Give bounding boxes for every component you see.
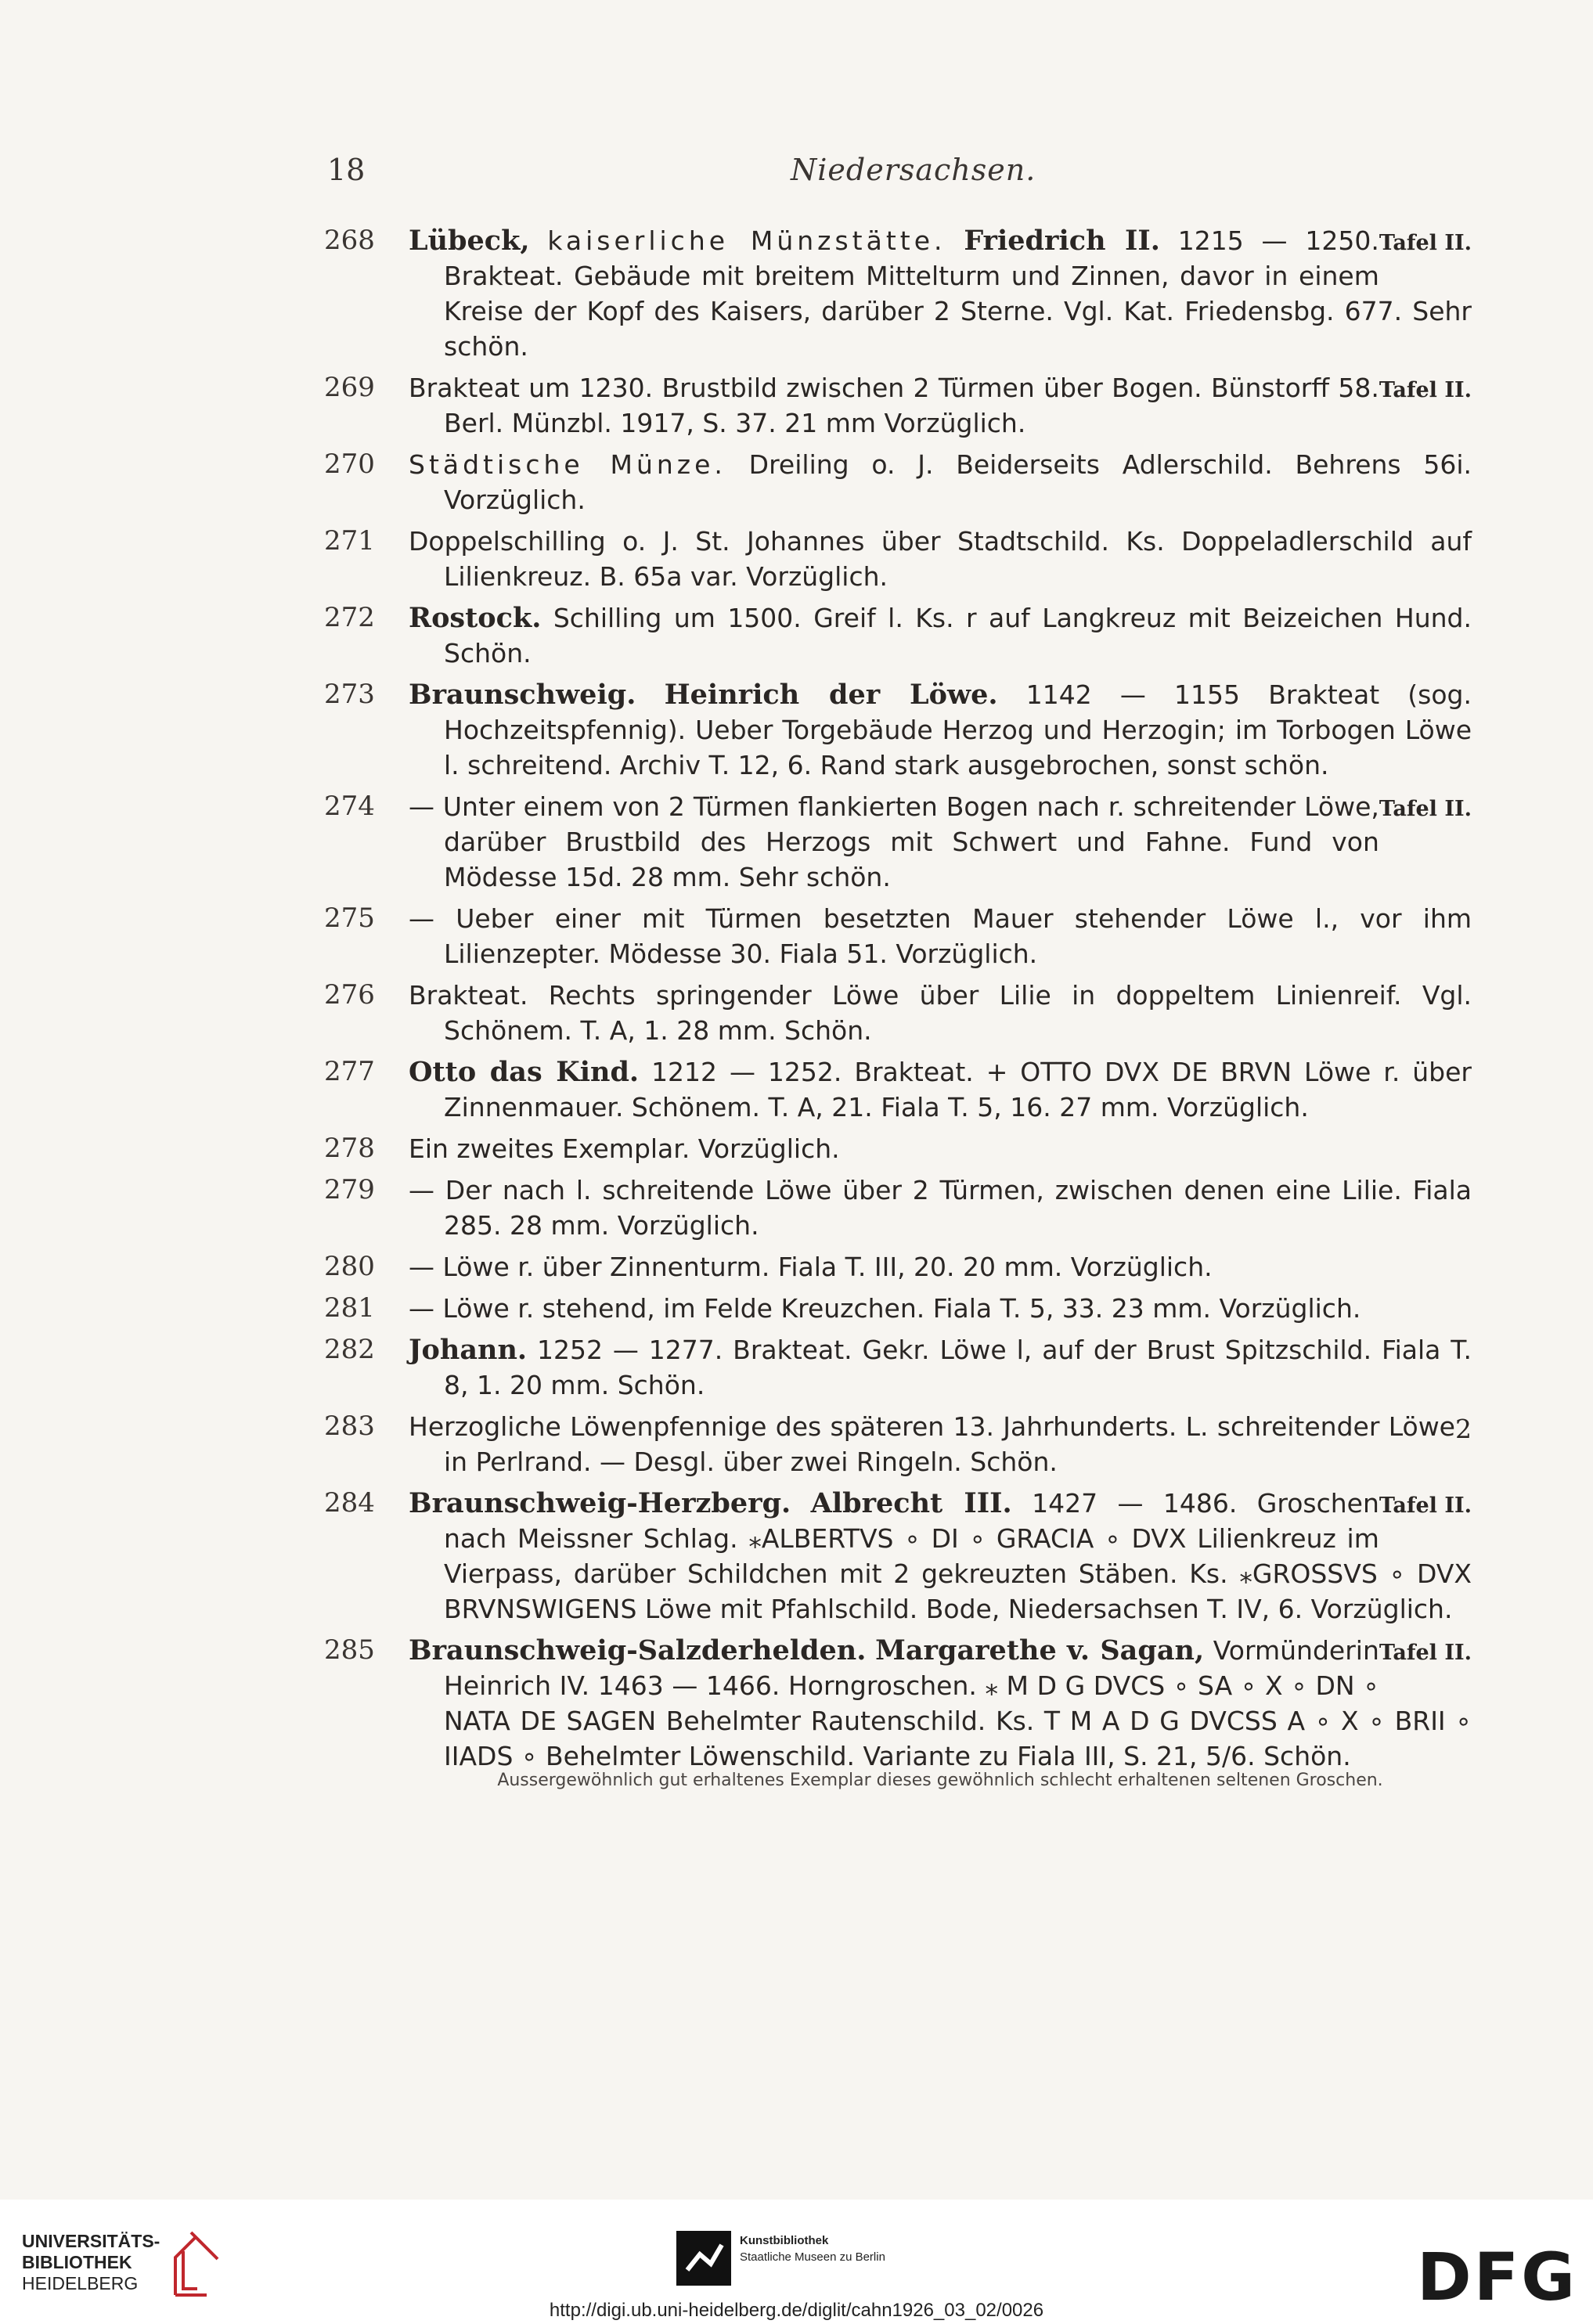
entry-text	[409, 1332, 1472, 1403]
entry-description: Dreiling o. J. Beiderseits Adlerschild. Behrens 56i. Vorzüglich.	[444, 449, 1472, 515]
entry-text	[409, 600, 1472, 671]
entry-heading: Rostock.	[409, 602, 542, 634]
plate-reference: Tafel II.	[1379, 378, 1472, 402]
entry-description: Vormünderin Heinrich IV. 1463 — 1466. Horngroschen. ⁎ M D G DVCS ∘ SA ∘ X ∘ DN ∘ NATA DE SAGEN Behelmter Rautenschild. Ks. T M A D G DVCSS A ∘ X ∘ BRII ∘ IIADS ∘ Behelmter Löwenschild. Variante zu Fiala III, S. 21, 5/6. Schön.	[444, 1635, 1472, 1771]
catalog-entry	[0, 447, 1593, 517]
footer	[0, 2200, 1593, 2324]
entry-heading: Braunschweig-Salzderhelden.	[409, 1634, 867, 1666]
entry-text	[409, 447, 1472, 517]
entry-text	[409, 223, 1472, 364]
catalog-entry	[0, 789, 1593, 895]
entry-spaced-heading: Städtische Münze.	[409, 449, 726, 480]
university-library-name	[22, 2231, 160, 2294]
catalog-entry	[0, 1249, 1593, 1285]
entry-heading: Margarethe v. Sagan,	[875, 1634, 1205, 1666]
entry-description: 1252 — 1277. Brakteat. Gekr. Löwe l, auf der Brust Spitzschild. Fiala T. 8, 1. 20 mm. Schön.	[444, 1335, 1472, 1400]
entry-number: 283	[324, 1411, 375, 1442]
source-url[interactable]: http://digi.ub.uni-heidelberg.de/diglit/cahn1926_03_02/0026	[549, 2300, 1044, 2321]
catalog-entry	[0, 223, 1593, 364]
entry-text	[409, 1249, 1472, 1285]
entry-description: Brakteat um 1230. Brustbild zwischen 2 Türmen über Bogen. Bünstorff 58. Berl. Münzbl. 1917, S. 37. 21 mm Vorzüglich.	[409, 373, 1379, 438]
entry-text	[409, 978, 1472, 1048]
entry-text	[409, 524, 1472, 594]
entry-heading: Braunschweig.	[409, 679, 636, 711]
entry-number: 270	[324, 449, 375, 480]
entry-heading: Braunschweig-Herzberg.	[409, 1487, 791, 1519]
entry-description: Brakteat. Rechts springender Löwe über Lilie in doppeltem Linienreif. Vgl. Schönem. T. A, 1. 28 mm. Schön.	[409, 980, 1472, 1046]
entry-number: 285	[324, 1634, 375, 1666]
kunstbibliothek-line-2: Staatliche Museen zu Berlin	[740, 2250, 885, 2264]
entry-text	[409, 901, 1472, 971]
entry-description: Schilling um 1500. Greif l. Ks. r auf Langkreuz mit Beizeichen Hund. Schön.	[444, 603, 1472, 668]
catalog-entry	[0, 1173, 1593, 1243]
catalog-entry	[0, 1633, 1593, 1790]
entry-description: 1212 — 1252. Brakteat. + OTTO DVX DE BRVN Löwe r. über Zinnenmauer. Schönem. T. A, 21. Fiala T. 5, 16. 27 mm. Vorzüglich.	[444, 1057, 1472, 1122]
entry-description: — Löwe r. stehend, im Felde Kreuzchen. Fiala T. 5, 33. 23 mm. Vorzüglich.	[409, 1293, 1361, 1324]
university-line-1: UNIVERSITÄTS-	[22, 2231, 160, 2251]
kunstbibliothek-label	[740, 2232, 885, 2265]
entry-number: 281	[324, 1292, 375, 1324]
catalog-entry	[0, 677, 1593, 783]
entry-description: — Unter einem von 2 Türmen flankierten Bogen nach r. schreitender Löwe, darüber Brustbild des Herzogs mit Schwert und Fahne. Fund von Mödesse 15d. 28 mm. Sehr schön.	[409, 791, 1379, 892]
catalog-entry	[0, 1486, 1593, 1627]
entry-description: Doppelschilling o. J. St. Johannes über Stadtschild. Ks. Doppeladlerschild auf Lilienkreuz. B. 65a var. Vorzüglich.	[409, 526, 1472, 592]
entry-heading: Lübeck,	[409, 225, 530, 257]
entry-text	[409, 1131, 1472, 1166]
entry-number: 280	[324, 1251, 375, 1282]
catalog-entry	[0, 1131, 1593, 1166]
entry-description	[866, 1635, 875, 1666]
entry-number: 278	[324, 1133, 375, 1164]
entry-number: 271	[324, 525, 375, 557]
entry-text	[409, 1633, 1472, 1774]
plate-reference: Tafel II.	[1379, 1641, 1472, 1665]
entry-description: 1142 — 1155 Brakteat (sog. Hochzeitspfennig). Ueber Torgebäude Herzog und Herzogin; im Torbogen Löwe l. schreitend. Archiv T. 12, 6. Rand stark ausgebrochen, sonst schön.	[444, 679, 1472, 780]
entry-number: 268	[324, 225, 375, 256]
entry-heading: Albrecht III.	[810, 1487, 1012, 1519]
entry-description	[946, 225, 964, 256]
entry-number: 277	[324, 1056, 375, 1087]
entry-heading: Friedrich II.	[964, 225, 1160, 257]
entry-number: 269	[324, 372, 375, 403]
entry-description: 1215 — 1250. Brakteat. Gebäude mit breitem Mittelturm und Zinnen, davor in einem Kreise der Kopf des Kaisers, darüber 2 Sterne. Vgl. Kat. Friedensbg. 677. Sehr schön.	[444, 225, 1472, 362]
entry-description: — Ueber einer mit Türmen besetzten Mauer stehender Löwe l., vor ihm Lilienzepter. Mödesse 30. Fiala 51. Vorzüglich.	[409, 903, 1472, 969]
entry-description: — Der nach l. schreitende Löwe über 2 Türmen, zwischen denen eine Lilie. Fiala 285. 28 mm. Vorzüglich.	[409, 1175, 1472, 1241]
entry-text	[409, 1486, 1472, 1627]
catalog-entry	[0, 370, 1593, 441]
entry-heading: Heinrich der Löwe.	[664, 679, 998, 711]
entry-number: 272	[324, 602, 375, 633]
entry-text	[409, 1409, 1472, 1479]
entry-number: 282	[324, 1334, 375, 1365]
catalog-entry	[0, 901, 1593, 971]
entry-description	[791, 1488, 810, 1519]
kunstbibliothek-line-1: Kunstbibliothek	[740, 2234, 829, 2247]
plate-reference: Tafel II.	[1379, 1493, 1472, 1518]
entry-description	[636, 679, 664, 710]
entry-text	[409, 370, 1472, 441]
catalog-entry	[0, 600, 1593, 671]
catalog-entry	[0, 978, 1593, 1048]
entry-heading: Otto das Kind.	[409, 1056, 640, 1088]
entry-footnote: Aussergewöhnlich gut erhaltenes Exemplar dieses gewöhnlich schlecht erhaltenen seltenen Groschen.	[497, 1771, 1383, 1790]
dfg-logo: DFG	[1417, 2239, 1578, 2315]
entry-spaced-heading: kaiserliche Münzstätte.	[547, 225, 946, 256]
entry-number: 276	[324, 979, 375, 1011]
entry-text	[409, 1173, 1472, 1243]
catalog-entry	[0, 1332, 1593, 1403]
entry-text	[409, 677, 1472, 783]
entry-description: Ein zweites Exemplar. Vorzüglich.	[409, 1133, 840, 1164]
kunstbibliothek-logo-icon	[676, 2231, 731, 2286]
plate-reference: Tafel II.	[1379, 797, 1472, 821]
entry-description	[530, 225, 548, 256]
entry-description: — Löwe r. über Zinnenturm. Fiala T. III, 20. 20 mm. Vorzüglich.	[409, 1252, 1213, 1282]
catalog-entry	[0, 1291, 1593, 1326]
entry-text	[409, 789, 1472, 895]
entry-description: Herzogliche Löwenpfennige des späteren 13. Jahrhunderts. L. schreitender Löwe in Perlrand. — Desgl. über zwei Ringeln. Schön.	[409, 1411, 1455, 1477]
entry-text	[409, 1054, 1472, 1125]
entry-number: 275	[324, 903, 375, 934]
page-title: Niedersachsen.	[791, 153, 1036, 187]
entry-number: 279	[324, 1174, 375, 1205]
university-line-2: BIBLIOTHEK	[22, 2252, 132, 2272]
page-number: 18	[327, 153, 366, 187]
university-logo-icon	[160, 2228, 222, 2300]
catalog-entry	[0, 1409, 1593, 1479]
catalog-entry	[0, 1054, 1593, 1125]
item-count: 2	[1455, 1414, 1472, 1444]
entry-list	[0, 223, 1593, 1796]
entry-number: 274	[324, 791, 375, 822]
entry-text	[409, 1291, 1472, 1326]
entry-number: 273	[324, 679, 375, 710]
catalog-entry	[0, 524, 1593, 594]
entry-number: 284	[324, 1487, 375, 1519]
entry-description: 1427 — 1486. Groschen nach Meissner Schlag. ⁎ALBERTVS ∘ DI ∘ GRACIA ∘ DVX Lilienkreuz im Vierpass, darüber Schildchen mit 2 gekreuzten Stäben. Ks. ⁎GROSSVS ∘ DVX BRVNSWIGENS Löwe mit Pfahlschild. Bode, Niedersachsen T. IV, 6. Vorzüglich.	[444, 1488, 1472, 1624]
entry-heading: Johann.	[409, 1334, 528, 1366]
university-line-3: HEIDELBERG	[22, 2273, 139, 2293]
plate-reference: Tafel II.	[1379, 231, 1472, 255]
